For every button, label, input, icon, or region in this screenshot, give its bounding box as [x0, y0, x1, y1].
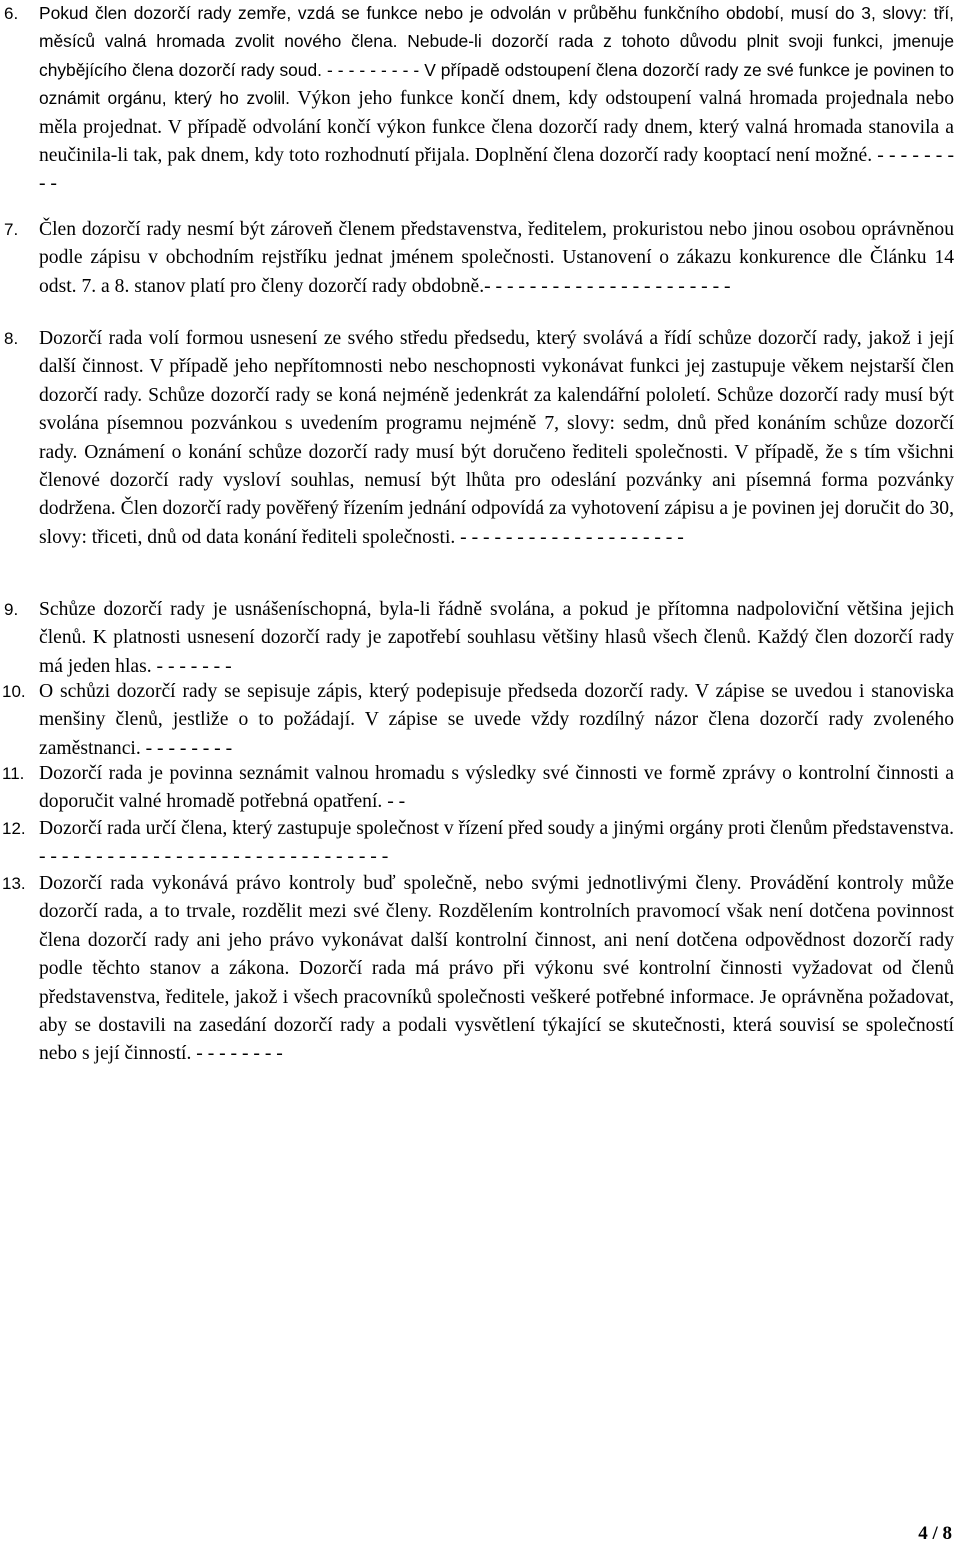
list-item: [0, 760, 960, 817]
item-text: [39, 815, 954, 872]
list-item: [0, 325, 960, 552]
item-text-segment: Dozorčí rada určí člena, který zastupuje společnost v řízení před soudy a jinými orgány proti členům představenstva. - - - - - - - - - - - - - - - - - - - - - - - - - - - - - - -: [39, 818, 954, 868]
item-text: [39, 760, 954, 817]
item-text: [39, 325, 954, 552]
item-text-segment: Dozorčí rada vykonává právo kontroly buď společně, nebo svými jednotlivými členy. Provádění kontroly může dozorčí rada, a to trvale, rozdělit mezi své členy. Rozdělením kontrolních pravomocí však není dotčena povinnost člena dozorčí rady ani jeho právo vykonávat další kontrolní činnost, ani není dotčena odpovědnost dozorčí rady podle těchto stanov a zákona. Dozorčí rada má právo při výkonu své kontrolní činnosti vyžadovat od členů představenstva, ředitele, jakož i všech pracovníků společnosti veškeré potřebné informace. Je oprávněna požadovat, aby se dostavili na zasedání dozorčí rady a podali vysvětlení týkající se skutečnosti, která souvisí se společností nebo s její činností. - - - - - - - -: [39, 873, 954, 1065]
item-number: 9.: [4, 600, 19, 619]
item-number: 11.: [2, 764, 25, 783]
item-number: 10.: [2, 682, 26, 701]
item-text: [39, 678, 954, 763]
item-text: [39, 216, 954, 301]
item-text-segment: Člen dozorčí rady nesmí být zároveň členem představenstva, ředitelem, prokuristou nebo jinou osobou oprávněnou podle zápisu v obchodním rejstříku jednat jménem společnosti. Ustanovení o zákazu konkurence dle Článku 14 odst. 7. a 8. stanov platí pro členy dozorčí rady obdobně.- - - - - - - - - - - - - - - - - - - - - -: [39, 219, 954, 297]
item-number: 12.: [2, 819, 26, 838]
item-text: [39, 870, 954, 1069]
list-item: [0, 216, 960, 301]
item-number: 6.: [4, 4, 19, 23]
item-number: 13.: [2, 874, 26, 893]
list-item: [0, 678, 960, 763]
list-item: [0, 596, 960, 681]
item-text-segment: O schůzi dozorčí rady se sepisuje zápis, který podepisuje předseda dozorčí rady. V zápise se uvedou i stanoviska menšiny členů, jestliže o to požádají. V zápise se uvede vždy rozdílný názor člena dozorčí rady zvoleného zaměstnanci. - - - - - - - -: [39, 681, 954, 759]
item-number: 8.: [4, 329, 19, 348]
list-item: [0, 815, 960, 872]
item-text-segment: Výkon jeho funkce končí dnem, kdy odstoupení valná hromada projednala nebo měla projednat. V případě odvolání končí výkon funkce člena dozorčí rady dnem, který valná hromada stanovila a neučinila-li tak, pak dnem, kdy toto rozhodnutí přijala. Doplnění člena dozorčí rady kooptací není možné. - - - - - - - - -: [39, 88, 955, 195]
list-item: [0, 870, 960, 1069]
item-text-segment: Schůze dozorčí rady je usnášeníschopná, byla-li řádně svolána, a pokud je přítomna nadpoloviční většina jejich členů. K platnosti usnesení dozorčí rady je zapotřebí souhlasu většiny hlasů všech členů. Každý člen dozorčí rady má jeden hlas. - - - - - - -: [39, 599, 954, 677]
item-text-segment: Dozorčí rada je povinna seznámit valnou hromadu s výsledky své činnosti ve formě zprávy o kontrolní činnosti a doporučit valné hromadě potřebná opatření. - -: [39, 763, 954, 813]
item-text-segment: Dozorčí rada volí formou usnesení ze svého středu předsedu, který svolává a řídí schůze dozorčí rady, jakož i její další činnost. V případě jeho nepřítomnosti nebo neschopnosti vykonávat funkci jej zastupuje věkem nejstarší člen dozorčí rady. Schůze dozorčí rady se koná nejméně jedenkrát za kalendářní pololetí. Schůze dozorčí rady musí být svolána písemnou pozvánkou s uvedením programu nejméně 7, slovy: sedm, dnů před konáním schůze dozorčí rady. Oznámení o konání schůze dozorčí rady musí být doručeno řediteli společnosti. V případě, že s tím všichni členové dozorčí rady vysloví souhlas, nemusí být lhůta pro odeslání pozvánky ani písemná forma pozvánky dodržena. Člen dozorčí rady pověřený řízením jednání odpovídá za vyhotovení zápisu a je povinen jej doručit do 30, slovy: třiceti, dnů od data konání řediteli společnosti. - - - - - - - - - - - - - - - - - - - -: [39, 328, 954, 548]
page-number: 4 / 8: [918, 1523, 952, 1544]
item-number: 7.: [4, 220, 19, 239]
item-text: [39, 596, 954, 681]
list-item: [0, 0, 960, 199]
item-text: [39, 0, 954, 199]
item-text-segment: Pokud člen dozorčí rady zemře, vzdá se funkce nebo je odvolán v průběhu funkčního období, musí do 3, slovy: tří, měsíců valná hromada zvolit nového člena. Nebude-li dozorčí rada z tohoto důvodu plnit svoji funkci, jmenuje chybějícího člena dozorčí rady soud. - - - - - - - - - V případě odstoupení člena dozorčí rady ze své funkce je povinen to oznámit orgánu, který ho zvolil.: [39, 3, 954, 109]
